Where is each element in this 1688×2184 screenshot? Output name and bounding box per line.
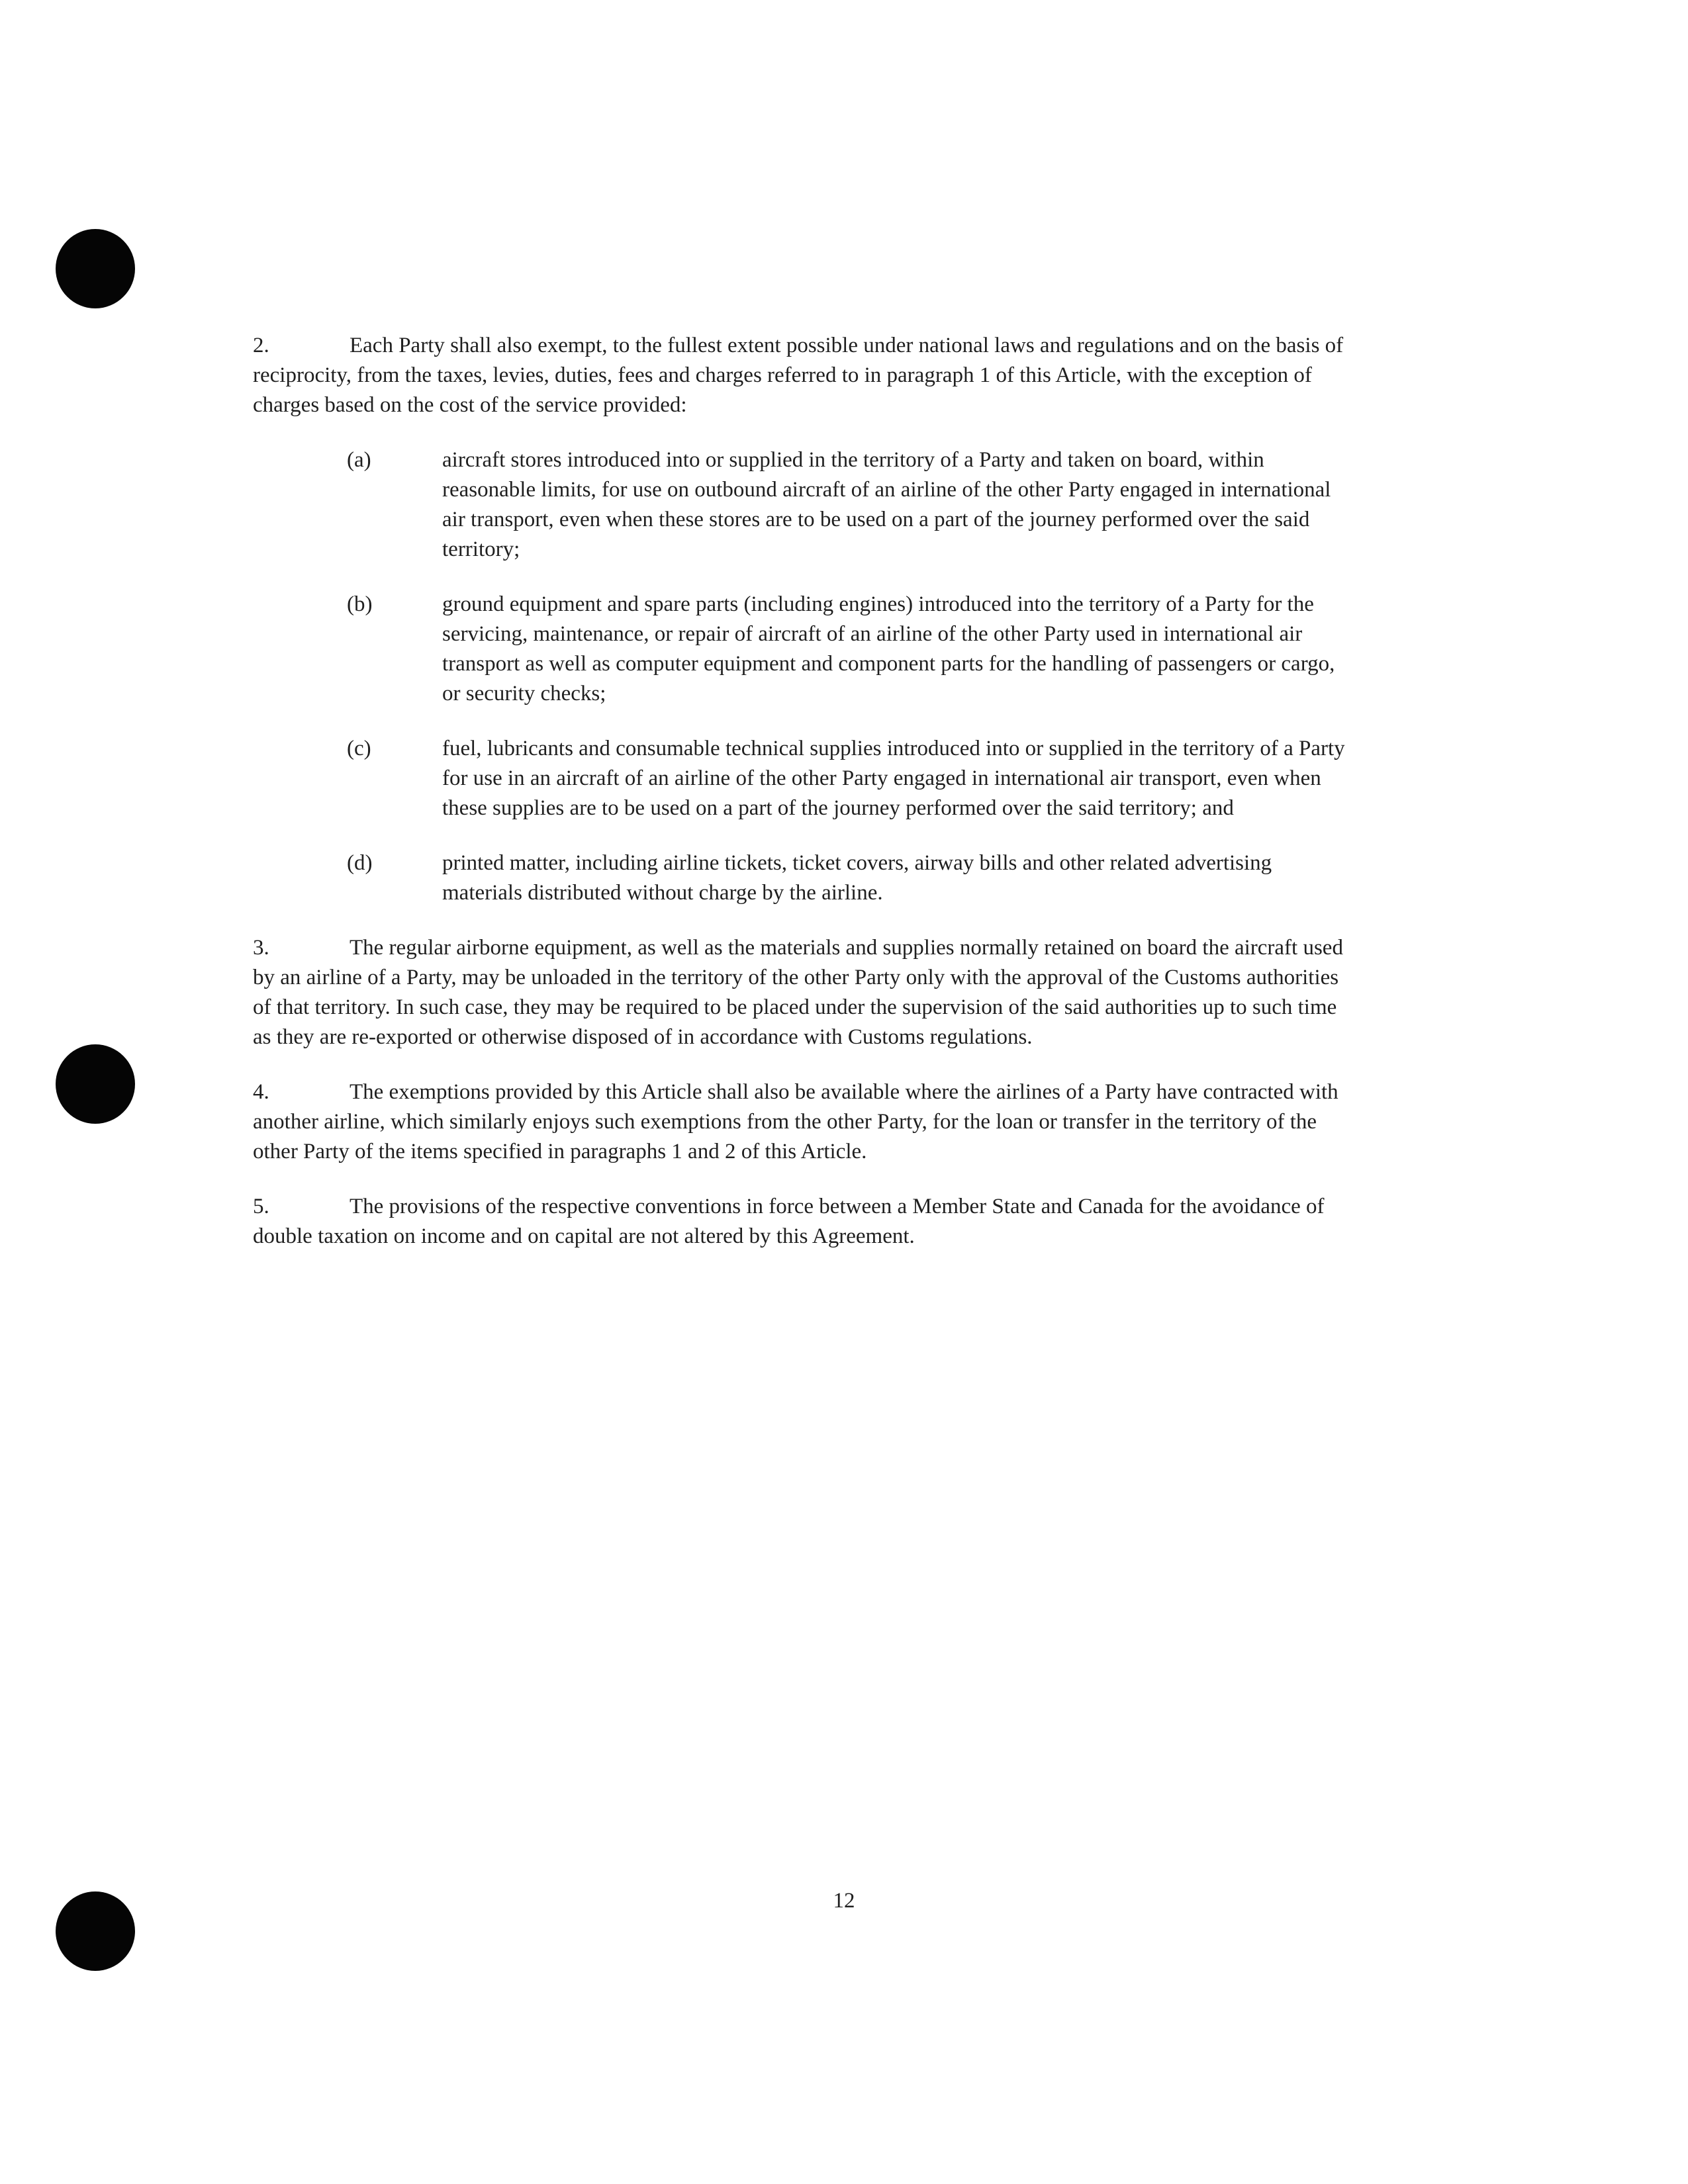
- list-item-a: [347, 445, 1345, 565]
- list-item-label: (c): [347, 737, 371, 760]
- paragraph-5: [253, 1192, 1345, 1251]
- list-item-text: printed matter, including airline tickets, ticket covers, airway bills and other related advertising materials distributed without charge by the airline.: [442, 851, 1272, 905]
- paragraph-number: 4.: [253, 1080, 269, 1104]
- list-item-c: [347, 734, 1345, 823]
- list-item-text: fuel, lubricants and consumable technical supplies introduced into or supplied in the territory of a Party for use in an aircraft of an airline of the other Party engaged in international air transport, even when these supplies are to be used on a part of the journey performed over the said territory; and: [442, 737, 1345, 820]
- paragraph-text: Each Party shall also exempt, to the fullest extent possible under national laws and regulations and on the basis of reciprocity, from the taxes, levies, duties, fees and charges referred to in paragraph 1 of this Article, with the exception of charges based on the cost of the service provided:: [253, 334, 1344, 417]
- paragraph-number: 5.: [253, 1195, 269, 1218]
- paragraph-4: [253, 1077, 1345, 1167]
- list-item-d: [347, 848, 1345, 908]
- paragraph-3: [253, 933, 1345, 1052]
- paragraph-text: The provisions of the respective conventions in force between a Member State and Canada for the avoidance of double taxation on income and on capital are not altered by this Agreement.: [253, 1195, 1325, 1248]
- list-item-text: aircraft stores introduced into or supplied in the territory of a Party and taken on board, within reasonable limits, for use on outbound aircraft of an airline of the other Party engaged in international air transport, even when these stores are to be used on a part of the journey performed over the said territory;: [442, 448, 1331, 561]
- paragraph-2: [253, 331, 1345, 420]
- list-item-text: ground equipment and spare parts (including engines) introduced into the territory of a Party for the servicing, maintenance, or repair of aircraft of an airline of the other Party used in international air transport as well as computer equipment and component parts for the handling of passengers or cargo, or security checks;: [442, 592, 1335, 705]
- list-item-label: (b): [347, 592, 373, 616]
- paragraph-text: The exemptions provided by this Article shall also be available where the airlines of a Party have contracted with another airline, which similarly enjoys such exemptions from the other Party, for the loan or transfer in the territory of the other Party of the items specified in paragraphs 1 and 2 of this Article.: [253, 1080, 1338, 1163]
- list-item-label: (a): [347, 448, 371, 472]
- punch-hole-middle: [56, 1044, 135, 1124]
- list-item-b: [347, 590, 1345, 709]
- paragraph-number: 2.: [253, 334, 269, 357]
- document-body: [253, 331, 1345, 1277]
- list-item-label: (d): [347, 851, 373, 875]
- paragraph-number: 3.: [253, 936, 269, 960]
- page-number: 12: [833, 1889, 855, 1913]
- punch-hole-top: [56, 229, 135, 308]
- paragraph-text: The regular airborne equipment, as well as the materials and supplies normally retained on board the aircraft used by an airline of a Party, may be unloaded in the territory of the other Party only with the approval of the Customs authorities of that territory. In such case, they may be required to be placed under the supervision of the said authorities up to such time as they are re-exported or otherwise disposed of in accordance with Customs regulations.: [253, 936, 1343, 1049]
